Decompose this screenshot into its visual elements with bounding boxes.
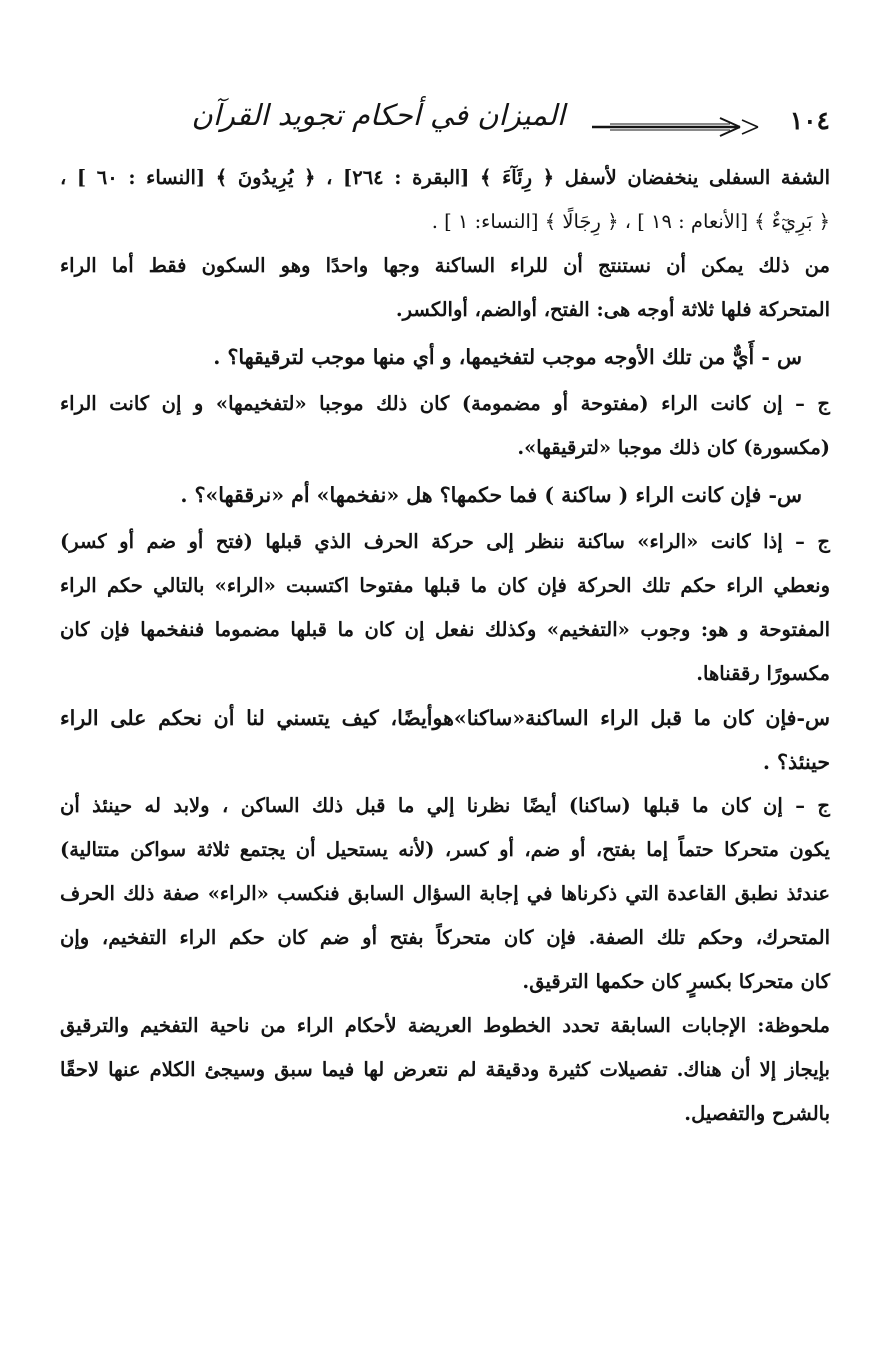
arrow-ornament-icon <box>590 116 760 138</box>
examples-line-1: الشفة السفلى ينخفضان لأسفل ﴿ رِئَآءَ ﴾ [البقرة : ٢٦٤] ، ﴿ يُرِيدُونَ ﴾ [النساء : ٦٠ ] ، <box>60 166 831 189</box>
question-3-line-1: س-فإن كان ما قبل الراء الساكنة«ساكنا»هوأيضًا، كيف يتسني لنا أن نحكم على الراء <box>60 706 830 730</box>
running-header <box>70 96 830 156</box>
note-line-3: بالشرح والتفصيل. <box>684 1102 830 1125</box>
answer-3-line-5: كان متحركا بكسرٍ كان حكمها الترقيق. <box>522 970 830 993</box>
examples-line-2: ﴿ بَرِيٓءٌ ﴾ [الأنعام : ١٩ ] ، ﴿ رِجَالًا ﴾ [النساء: ١ ] . <box>431 210 830 233</box>
conclusion-line-2: المتحركة فلها ثلاثة أوجه هى: الفتح، أوالضم، أوالكسر. <box>395 298 830 321</box>
conclusion-line-1: من ذلك يمكن أن نستنتج أن للراء الساكنة وجها واحدًا وهو السكون فقط أما الراء <box>60 254 830 277</box>
page-content <box>60 156 830 1136</box>
answer-3-line-2: يكون متحركا حتماً إما بفتح، أو ضم، أو كسر، (لأنه يستحيل أن يجتمع ثلاثة سواكن متتالية) <box>60 838 830 861</box>
answer-2-line-1: ج – إذا كانت «الراء» ساكنة ننظر إلى حركة الحرف الذي قبلها (فتح أو ضم أو كسر) <box>60 530 830 553</box>
book-title: الميزان في أحكام تجويد القرآن <box>191 98 565 132</box>
note-line-2: بإيجاز إلا أن هناك. تفصيلات كثيرة ودقيقة لم نتعرض لها فيما سبق وسيجئ الكلام عنها لاحقًا <box>60 1058 830 1081</box>
examples-block <box>60 156 830 244</box>
answer-2-line-3: المفتوحة و هو: وجوب «التفخيم» وكذلك نفعل إن كان ما قبلها مضموما فنفخمها فإن كان <box>60 618 830 641</box>
note-line-1: ملحوظة: الإجابات السابقة تحدد الخطوط العريضة لأحكام الراء من ناحية التفخيم والترقيق <box>60 1014 830 1037</box>
question-3-line-2: حينئذ؟ . <box>762 750 830 774</box>
answer-2 <box>60 520 830 696</box>
answer-2-line-4: مكسورًا رققناها. <box>696 662 830 685</box>
answer-3-line-4: المتحرك، وحكم تلك الصفة. فإن كان متحركاً بفتح أو ضم كان حكم الراء التفخيم، وإن <box>60 926 830 949</box>
note-block <box>60 1004 830 1136</box>
conclusion-paragraph <box>60 244 830 332</box>
answer-3-line-1: ج – إن كان ما قبلها (ساكنا) أيضًا نظرنا إلي ما قبل ذلك الساكن ، ولابد له حينئذ أن <box>60 794 830 817</box>
answer-2-line-2: ونعطي الراء حكم تلك الحركة فإن كان ما قبلها مفتوحا اكتسبت «الراء» بالتالي حكم الراء <box>60 574 830 597</box>
answer-3-line-3: عندئذ نطبق القاعدة التي ذكرناها في إجابة السؤال السابق فنكسب «الراء» صفة ذلك الحرف <box>60 882 830 905</box>
answer-3 <box>60 784 830 1004</box>
answer-1-line-2: (مكسورة) كان ذلك موجبا «لترقيقها». <box>517 436 830 459</box>
answer-1-line-1: ج – إن كانت الراء (مفتوحة أو مضمومة) كان ذلك موجبا «لتفخيمها» و إن كانت الراء <box>60 392 830 415</box>
answer-1 <box>60 382 830 470</box>
question-1: س - أَيٌّ من تلك الأوجه موجب لتفخيمها، و أي منها موجب لترقيقها؟ . <box>213 345 802 369</box>
question-2: س- فإن كانت الراء ( ساكنة ) فما حكمها؟ هل «نفخمها» أم «نرققها»؟ . <box>180 483 802 507</box>
page-number: ١٠٤ <box>789 106 830 135</box>
question-3 <box>60 696 830 784</box>
